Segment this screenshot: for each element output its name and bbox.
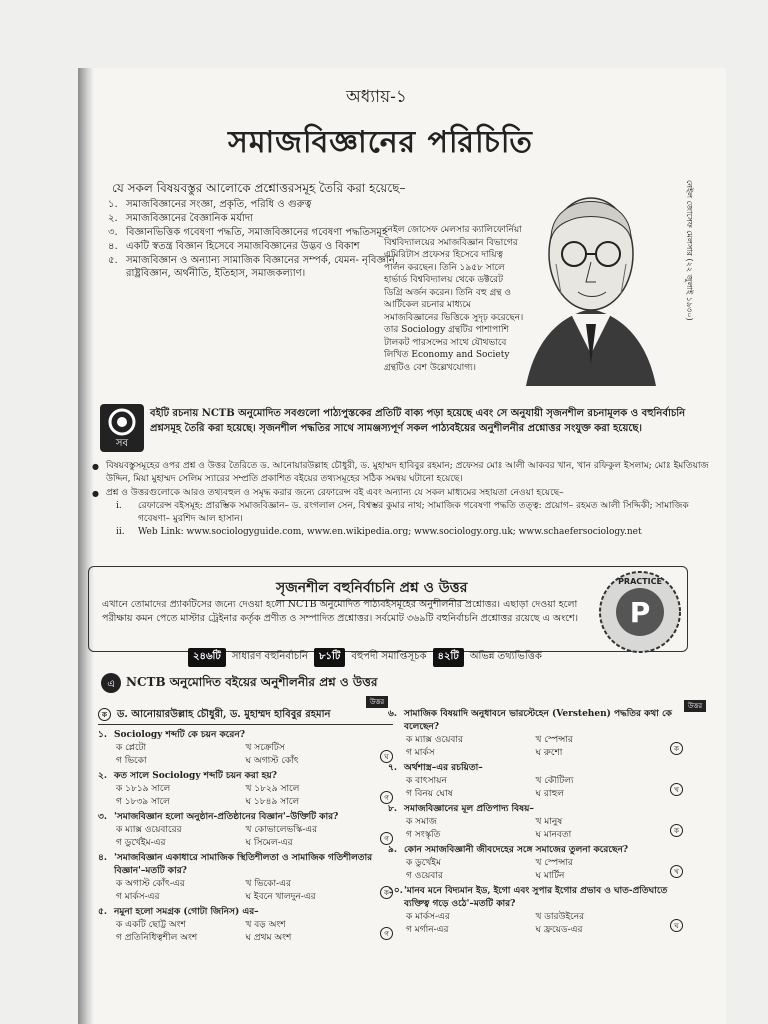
answer-marker: ক — [670, 824, 683, 837]
book-page — [78, 68, 726, 1024]
badge-text: PRACTICE — [618, 577, 662, 586]
reference-item: ii. Web Link: www.sociologyguide.com, www.en.wikipedia.org; www.sociology.org.uk; www.schaefersociology.net — [116, 527, 642, 537]
section-badge-icon — [100, 672, 122, 694]
option: গ ভিকো — [116, 756, 147, 766]
option: ঘ রাহুল — [535, 789, 564, 799]
option: গ ওয়েবার — [406, 871, 443, 881]
option: খ ভিকো-এর — [245, 879, 291, 889]
mcq-item — [388, 708, 683, 760]
nctb-note: বইটি রচনায় NCTB অনুমোদিত সবগুলো পাঠ্যপুস্তকের প্রতিটি বাক্য পড়া হয়েছে এবং সে অনুযায়ী সৃজনশীল রচনামূলক ও বহুনির্বাচনি প্রশ্নসমূহ তৈরি করা হয়েছে। সৃজনশীল পদ্ধতির সাথে সামঞ্জস্যপূর্ণ সকল পাঠ্যবইয়ের অনুশীলনীর প্রশ্নোত্তর সংযুক্ত করা হয়েছে। — [150, 408, 686, 434]
option: ক মার্কস-এর — [406, 912, 450, 922]
answer-marker: ক — [380, 886, 393, 899]
mcq-item — [388, 885, 683, 937]
answer-marker: গ — [380, 791, 393, 804]
book-logo-icon — [100, 404, 144, 452]
option: খ কোভালেভস্কি-এর — [245, 825, 318, 835]
option: খ ডারউইনের — [535, 912, 585, 922]
option: গ ডুর্খেইম-এর — [116, 838, 166, 848]
option: ক প্লেটো — [116, 743, 147, 753]
option: ক ডুর্খেইম — [406, 858, 441, 868]
practice-badge-icon — [596, 568, 684, 656]
question-stats — [188, 648, 542, 667]
option: গ মর্গান-এর — [406, 925, 449, 935]
stat-count: ২৪৬টি — [188, 648, 226, 667]
page-title: সমাজবিজ্ঞানের পরিচিতি — [228, 125, 533, 160]
option: খ মানুষ — [535, 817, 563, 827]
question-text: ৬. — [388, 709, 397, 719]
answer-tag: উত্তর — [366, 696, 388, 708]
section-title: NCTB অনুমোদিত বইয়ের অনুশীলনীর প্রশ্ন ও উত্তর — [126, 675, 378, 689]
option: ঘ ফ্রয়েড-এর — [535, 925, 583, 935]
option: ঘ প্রথম অংশ — [245, 933, 292, 943]
answer-marker: ক — [670, 742, 683, 755]
option: গ সংস্কৃতি — [406, 830, 441, 840]
option: খ স্পেন্সার — [535, 858, 573, 868]
question-text: 'সমাজবিজ্ঞান একাধারে সামাজিক স্থিতিশীলতা ও সামাজিক গতিশীলতার বিজ্ঞান'–মতটি কার? — [114, 853, 373, 876]
topic-item: ৪. একটি স্বতন্ত্র বিজ্ঞান হিসেবে সমাজবিজ্ঞানের উদ্ভব ও বিকাশ — [108, 241, 360, 252]
question-column-right — [388, 708, 683, 939]
answer-marker: গ — [380, 832, 393, 845]
option: ঘ সিমেল-এর — [245, 838, 293, 848]
reference-item: i. রেফারেন্স বইসমূহ: প্রারম্ভিক সমাজবিজ্ঞান– ড. রংগলাল সেন, বিশ্বম্ভর কুমার নাথ; সামাজিক গবেষণা পদ্ধতি তত্ত্ব: প্রয়োগ– রহমত আলী সিদ্দিকী; সামাজিক গবেষণা– মুরশিদ আল হাসান। — [116, 501, 689, 524]
stat-label: বহুপদী সমাপ্তিসূচক — [351, 651, 427, 662]
option: ক ম্যাক্স ওয়েবারের — [116, 825, 182, 835]
option: ঘ মানবতা — [535, 830, 572, 840]
option: ক ম্যাক্স ওয়েবার — [406, 735, 463, 745]
topic-item: ৫. সমাজবিজ্ঞান ও অন্যান্য সামাজিক বিজ্ঞানের সম্পর্ক, যেমন- নৃবিজ্ঞান, রাষ্ট্রবিজ্ঞান, অর্থনীতি, ইতিহাস, সমাজকল্যাণ। — [108, 255, 399, 279]
option: গ ১৮৩৯ সালে — [116, 797, 170, 807]
topic-item: ২. সমাজবিজ্ঞানের বৈজ্ঞানিক মর্যাদা — [108, 213, 254, 224]
topic-item: ৩. বিজ্ঞানভিত্তিক গবেষণা পদ্ধতি, সমাজবিজ্ঞানের গবেষণা পদ্ধতিসমূহ — [108, 227, 388, 238]
logo-label: সব — [115, 438, 129, 449]
question-text: সামাজিক বিষয়াদি অনুধাবনে ভারস্টেহেন (Verstehen) পদ্ধতির কথা কে বলেছেন? — [404, 709, 672, 732]
question-text: 'মানব মনে বিদ্যমান ইড, ইগো এবং সুপার ইগোর প্রভাব ও ঘাত-প্রতিঘাতে ব্যক্তিত্ব গড়ে ওঠে'–মতটি কার? — [404, 886, 668, 909]
mcq-banner-title: সৃজনশীল বহুনির্বাচনি প্রশ্ন ও উত্তর — [276, 576, 467, 601]
mcq-item — [98, 906, 393, 945]
question-text: 'সমাজবিজ্ঞান হলো অনুষ্ঠান-প্রতিষ্ঠানের বিজ্ঞান'–উক্তিটি কার? — [114, 812, 339, 822]
intro-heading: যে সকল বিষয়বস্তুর আলোকে প্রশ্নোত্তরসমূহ তৈরি করা হয়েছে– — [112, 181, 406, 195]
option: ঘ ইবনে খালদুন-এর — [245, 892, 316, 902]
question-text: অর্থশাস্ত্র–এর রচয়িতা– — [404, 763, 483, 773]
option: গ প্রতিনিধিত্বশীল অংশ — [116, 933, 198, 943]
mcq-item — [388, 803, 683, 842]
answer-marker: গ — [380, 927, 393, 940]
mcq-item — [98, 811, 393, 850]
question-text: Sociology শব্দটি কে চয়ন করেন? — [114, 730, 245, 740]
option: খ ১৮২৯ সালে — [245, 784, 300, 794]
question-text: ২. — [98, 771, 107, 781]
option: খ বড় অংশ — [245, 920, 286, 930]
stat-count: ৪২টি — [433, 648, 464, 667]
reference-list — [116, 500, 710, 539]
bullet-item: ● বিষয়বস্তুসমূহের ওপর প্রশ্ন ও উত্তর তৈরিতে ড. আনোয়ারউল্লাহ চৌধুরী, ড. মুহাম্মদ হাবিবুর রহমান; প্রফেসর মোঃ আলী আকবর খান, খান রফিকুল ইসলাম; মোঃ ইমতিয়াজ উদ্দিন, মিয়া মুহাম্মদ সেলিম স্যারের সম্প্রতি প্রকাশিত বইয়ের তথ্যসমূহের সঠিক সমন্বয় ঘটানো হয়েছে। — [90, 460, 710, 486]
question-text: ৫. — [98, 907, 107, 917]
portrait-caption: নেইল জোসেফ মেলসার (২২ জুলাই ১৯৩০) — [685, 180, 694, 321]
question-text: ৯. — [388, 845, 397, 855]
question-text: ৮. — [388, 804, 397, 814]
mcq-item — [98, 852, 393, 904]
option: ঘ ১৮৪৯ সালে — [245, 797, 300, 807]
option: খ কৌটিল্য — [535, 776, 574, 786]
question-text: সমাজবিজ্ঞানের মূল প্রতিপাদ্য বিষয়– — [404, 804, 534, 814]
option: গ বিনয় ঘোষ — [406, 789, 453, 799]
answer-marker: ঘ — [670, 919, 683, 932]
badge-letter: P — [629, 596, 651, 629]
option: ঘ অগাস্ট কোঁৎ — [245, 756, 299, 766]
mcq-item — [388, 844, 683, 883]
option: ঘ মার্টিন — [535, 871, 565, 881]
option: ক বাৎসায়ন — [406, 776, 447, 786]
stat-label: অভিন্ন তথ্যভিত্তিক — [469, 651, 542, 662]
bullet-item: ● প্রশ্ন ও উত্তরগুলোকে আরও তথ্যবহুল ও সমৃদ্ধ করার জন্যে রেফারেন্স বই এবং অন্যান্য যে সকল মাধ্যমের সহায়তা নেওয়া হয়েছে– i. রেফারেন্স বইসমূহ: প্রারম্ভিক সমাজবিজ্ঞান– ড. রংগলাল সেন, বিশ্বম্ভর কুমার নাথ; সামাজিক গবেষণা পদ্ধতি তত্ত্ব: প্রয়োগ– রহমত আলী সিদ্দিকী; সামাজিক গবেষণা– মুরশিদ আল হাসান। ii. Web Link: www.sociologyguide.com, www.en.wikipedia.org; www.sociology.org.uk; www.schaefersociology.net — [90, 487, 710, 539]
question-text: কোন সমাজবিজ্ঞানী জীবদেহের সঙ্গে সমাজের তুলনা করেছেন? — [404, 845, 629, 855]
option: ক সমাজ — [406, 817, 437, 827]
author-heading: ক ড. আনোয়ারউল্লাহ চৌধুরী, ড. মুহাম্মদ হাবিবুর রহমান — [98, 708, 393, 725]
stat-count: ৮১টি — [314, 648, 345, 667]
question-text: ৩. — [98, 812, 107, 822]
info-bullets — [90, 460, 710, 540]
option: খ স্পেন্সার — [535, 735, 573, 745]
question-text: ১০. — [388, 886, 403, 896]
topic-list — [108, 198, 418, 281]
option: খ সক্রেটিস — [245, 743, 285, 753]
answer-marker: খ — [670, 865, 683, 878]
option: ক অগাস্ট কোঁৎ-এর — [116, 879, 185, 889]
option: গ মার্কস-এর — [116, 892, 160, 902]
question-text: ৪. — [98, 853, 107, 863]
question-text: ৭. — [388, 763, 397, 773]
option: ক ১৮১৯ সালে — [116, 784, 171, 794]
option: ক একটি ছোট্ট অংশ — [116, 920, 186, 930]
mcq-item — [98, 770, 393, 809]
answer-tag: উত্তর — [684, 700, 706, 712]
answer-marker: ঘ — [380, 750, 393, 763]
answer-marker: খ — [670, 783, 683, 796]
question-text: কত সালে Sociology শব্দটি চয়ন করা হয়? — [114, 771, 277, 781]
mcq-item — [98, 729, 393, 768]
portrait-illustration — [516, 164, 666, 386]
chapter-number: অধ্যায়-১ — [346, 87, 407, 107]
mcq-item — [388, 762, 683, 801]
author-marker: ক — [98, 708, 111, 721]
option: গ মার্কস — [406, 748, 435, 758]
question-text: নমুনা হলো সমগ্রক (গোটা জিনিস) এর– — [114, 907, 259, 917]
question-text: ১. — [98, 730, 107, 740]
option: ঘ রুশো — [535, 748, 563, 758]
mcq-banner-body: এখানে তোমাদের প্র্যাকটিসের জন্যে দেওয়া হলো NCTB অনুমোদিত পাঠ্যবইসমূহের অনুশীলনীর প্রশ্নোত্তর। এছাড়া দেওয়া হলো পরীক্ষায় কমন পেতে মাস্টার ট্রেইনার কর্তৃক প্রণীত ও সম্পাদিত প্রশ্নোত্তর। সর্বমোট ৩৬৯টি বহুনির্বাচনি প্রশ্নোত্তর রয়েছে এ অংশে। — [102, 599, 579, 624]
author-bio: নেইল জোসেফ মেলসার ক্যালিফোর্নিয়া বিশ্ববিদ্যালয়ের সমাজবিজ্ঞান বিভাগের এমিরিটাস প্রফেসর হিসেবে দায়িত্ব পালন করছেন। তিনি ১৯৫৮ সালে হার্ভার্ড বিশ্ববিদ্যালয় থেকে ডক্টরেট ডিগ্রি অর্জন করেন। তিনি বহু গ্রন্থ ও আর্টিকেল রচনার মাধ্যমে সমাজবিজ্ঞানের ভিত্তিকে সুদৃঢ় করেছেন। তার Sociology গ্রন্থটির পাশাপাশি টালকট পারসন্সের সাথে যৌথভাবে লিখিত Economy and Society গ্রন্থটিও বেশ উল্লেখযোগ্য। — [384, 225, 524, 373]
topic-item: ১. সমাজবিজ্ঞানের সংজ্ঞা, প্রকৃতি, পরিধি ও গুরুত্ব — [108, 199, 312, 210]
svg-text:এ: এ — [107, 679, 115, 690]
question-column-left — [98, 708, 393, 947]
stat-label: সাধারণ বহুনির্বাচনি — [231, 651, 309, 662]
